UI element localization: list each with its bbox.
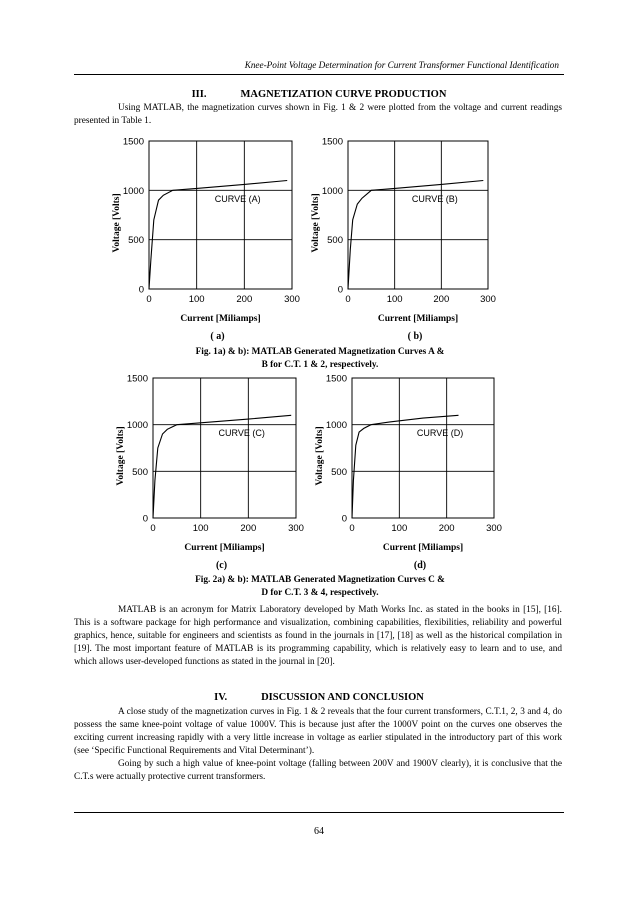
y-axis-label: Voltage [Volts] — [116, 426, 126, 486]
y-tick-label: 1500 — [122, 136, 144, 148]
discussion-paragraph-1: A close study of the magnetization curves in Fig. 1 & 2 reveals that the four current transformers, C.T.1, 2, 3 and 4, do possess the same knee-point voltage of value 1000V. This is because just after the 1000V point on the curves one observes the exciting current increasing rapidly with a very little increase in voltage as earlier stipulated in the introductory part of this work (see ‘Specific Functional Requirements and Vital Determinant’). — [74, 707, 562, 756]
section-3-number: III. — [191, 89, 207, 100]
chart-curve-c — [100, 372, 315, 577]
plot-frame — [149, 141, 292, 289]
matlab-paragraph: MATLAB is an acronym for Matrix Laboratory developed by Math Works Inc. as stated in the books in [15], [16]. This is a software package for high performance and visualization, combining capabilities, flexibilities, reliability and powerful graphics, hence, suitable for engineers and scientists as found in the journals in [17], [18] as well as the historical compilation in [19]. The most important feature of MATLAB is its programming capability, which is relatively easy to learn and to use, and which allows user-developed functions as stated in the journal in [20]. — [74, 605, 562, 667]
chart-curve-d — [299, 372, 514, 577]
page-number: 64 — [314, 826, 324, 837]
footer-rule — [74, 812, 564, 813]
section-3-heading — [74, 89, 564, 100]
fig1-caption — [150, 346, 490, 371]
x-tick-label: 200 — [438, 523, 455, 534]
section-4-heading — [74, 692, 564, 703]
section-4-body — [74, 706, 562, 783]
curve-legend-label: CURVE (C) — [218, 428, 265, 438]
discussion-paragraph-2: Going by such a high value of knee-point voltage (falling between 200V and 1900V clearly), it is conclusive that the C.T.s were actually protective current transformers. — [74, 758, 562, 782]
x-tick-label: 0 — [349, 523, 355, 534]
chart-curve-a — [100, 135, 315, 345]
x-tick-label: 200 — [236, 294, 253, 305]
y-tick-label: 1500 — [126, 373, 148, 385]
section-4-title: DISCUSSION AND CONCLUSION — [261, 692, 424, 703]
figure-sublabel: ( b) — [407, 331, 423, 342]
fig1-caption-line1: Fig. 1a) & b): MATLAB Generated Magnetization Curves A & — [195, 347, 445, 357]
y-tick-label: 0 — [341, 513, 347, 525]
y-tick-label: 1500 — [321, 136, 343, 148]
x-tick-label: 200 — [433, 294, 450, 305]
curve-legend-label: CURVE (B) — [411, 194, 458, 205]
y-tick-label: 1000 — [325, 420, 347, 432]
x-axis-label: Current [Miliamps] — [184, 543, 265, 553]
y-tick-label: 500 — [132, 466, 148, 478]
x-tick-label: 0 — [146, 294, 152, 305]
y-axis-label: Voltage [Volts] — [315, 426, 325, 486]
figure-sublabel: (c) — [215, 560, 228, 571]
figure-sublabel: ( a) — [210, 331, 225, 342]
plot-frame — [153, 378, 296, 518]
header-rule — [74, 74, 564, 75]
section-3-title: MAGNETIZATION CURVE PRODUCTION — [240, 89, 447, 100]
x-tick-label: 300 — [486, 523, 502, 534]
y-tick-label: 500 — [327, 235, 343, 247]
curve-legend-label: CURVE (D) — [416, 428, 464, 438]
x-tick-label: 100 — [391, 523, 408, 534]
x-tick-label: 0 — [150, 523, 156, 534]
y-tick-label: 0 — [337, 284, 343, 296]
fig1-caption-line2: B for C.T. 1 & 2, respectively. — [261, 359, 379, 370]
y-tick-label: 1500 — [325, 373, 347, 385]
curve-legend-label: CURVE (A) — [214, 194, 261, 205]
x-tick-label: 300 — [284, 294, 300, 305]
intro-paragraph: Using MATLAB, the magnetization curves shown in Fig. 1 & 2 were plotted from the voltage and current readings presented in Table 1. — [74, 103, 562, 126]
section-3-intro — [74, 102, 562, 128]
fig2-caption-line1: Fig. 2a) & b): MATLAB Generated Magnetization Curves C & — [195, 575, 445, 585]
y-tick-label: 500 — [128, 235, 144, 247]
x-tick-label: 0 — [345, 294, 351, 305]
x-tick-label: 100 — [192, 523, 209, 534]
x-axis-label: Current [Miliamps] — [377, 314, 459, 324]
x-tick-label: 300 — [480, 294, 496, 305]
figure-sublabel: (d) — [413, 560, 427, 571]
x-axis-label: Current [Miliamps] — [382, 543, 464, 553]
y-tick-label: 500 — [331, 466, 347, 478]
plot-frame — [348, 141, 488, 289]
fig2-caption — [150, 574, 490, 599]
y-axis-label: Voltage [Volts] — [112, 193, 122, 253]
x-tick-label: 300 — [288, 523, 304, 534]
fig2-caption-line2: D for C.T. 3 & 4, respectively. — [261, 587, 379, 598]
y-axis-label: Voltage [Volts] — [311, 193, 321, 253]
chart-curve-b — [299, 135, 514, 345]
y-tick-label: 0 — [142, 513, 148, 525]
y-tick-label: 0 — [138, 284, 144, 296]
x-axis-label: Current [Miliamps] — [180, 314, 261, 324]
x-tick-label: 100 — [386, 294, 403, 305]
matlab-description — [74, 604, 562, 669]
y-tick-label: 1000 — [122, 185, 144, 197]
y-tick-label: 1000 — [126, 420, 148, 432]
x-tick-label: 200 — [240, 523, 257, 534]
plot-frame — [352, 378, 494, 518]
y-tick-label: 1000 — [321, 185, 343, 197]
x-tick-label: 100 — [188, 294, 205, 305]
section-4-number: IV. — [214, 692, 228, 703]
running-header: Knee-Point Voltage Determination for Current Transformer Functional Identification — [244, 60, 559, 70]
